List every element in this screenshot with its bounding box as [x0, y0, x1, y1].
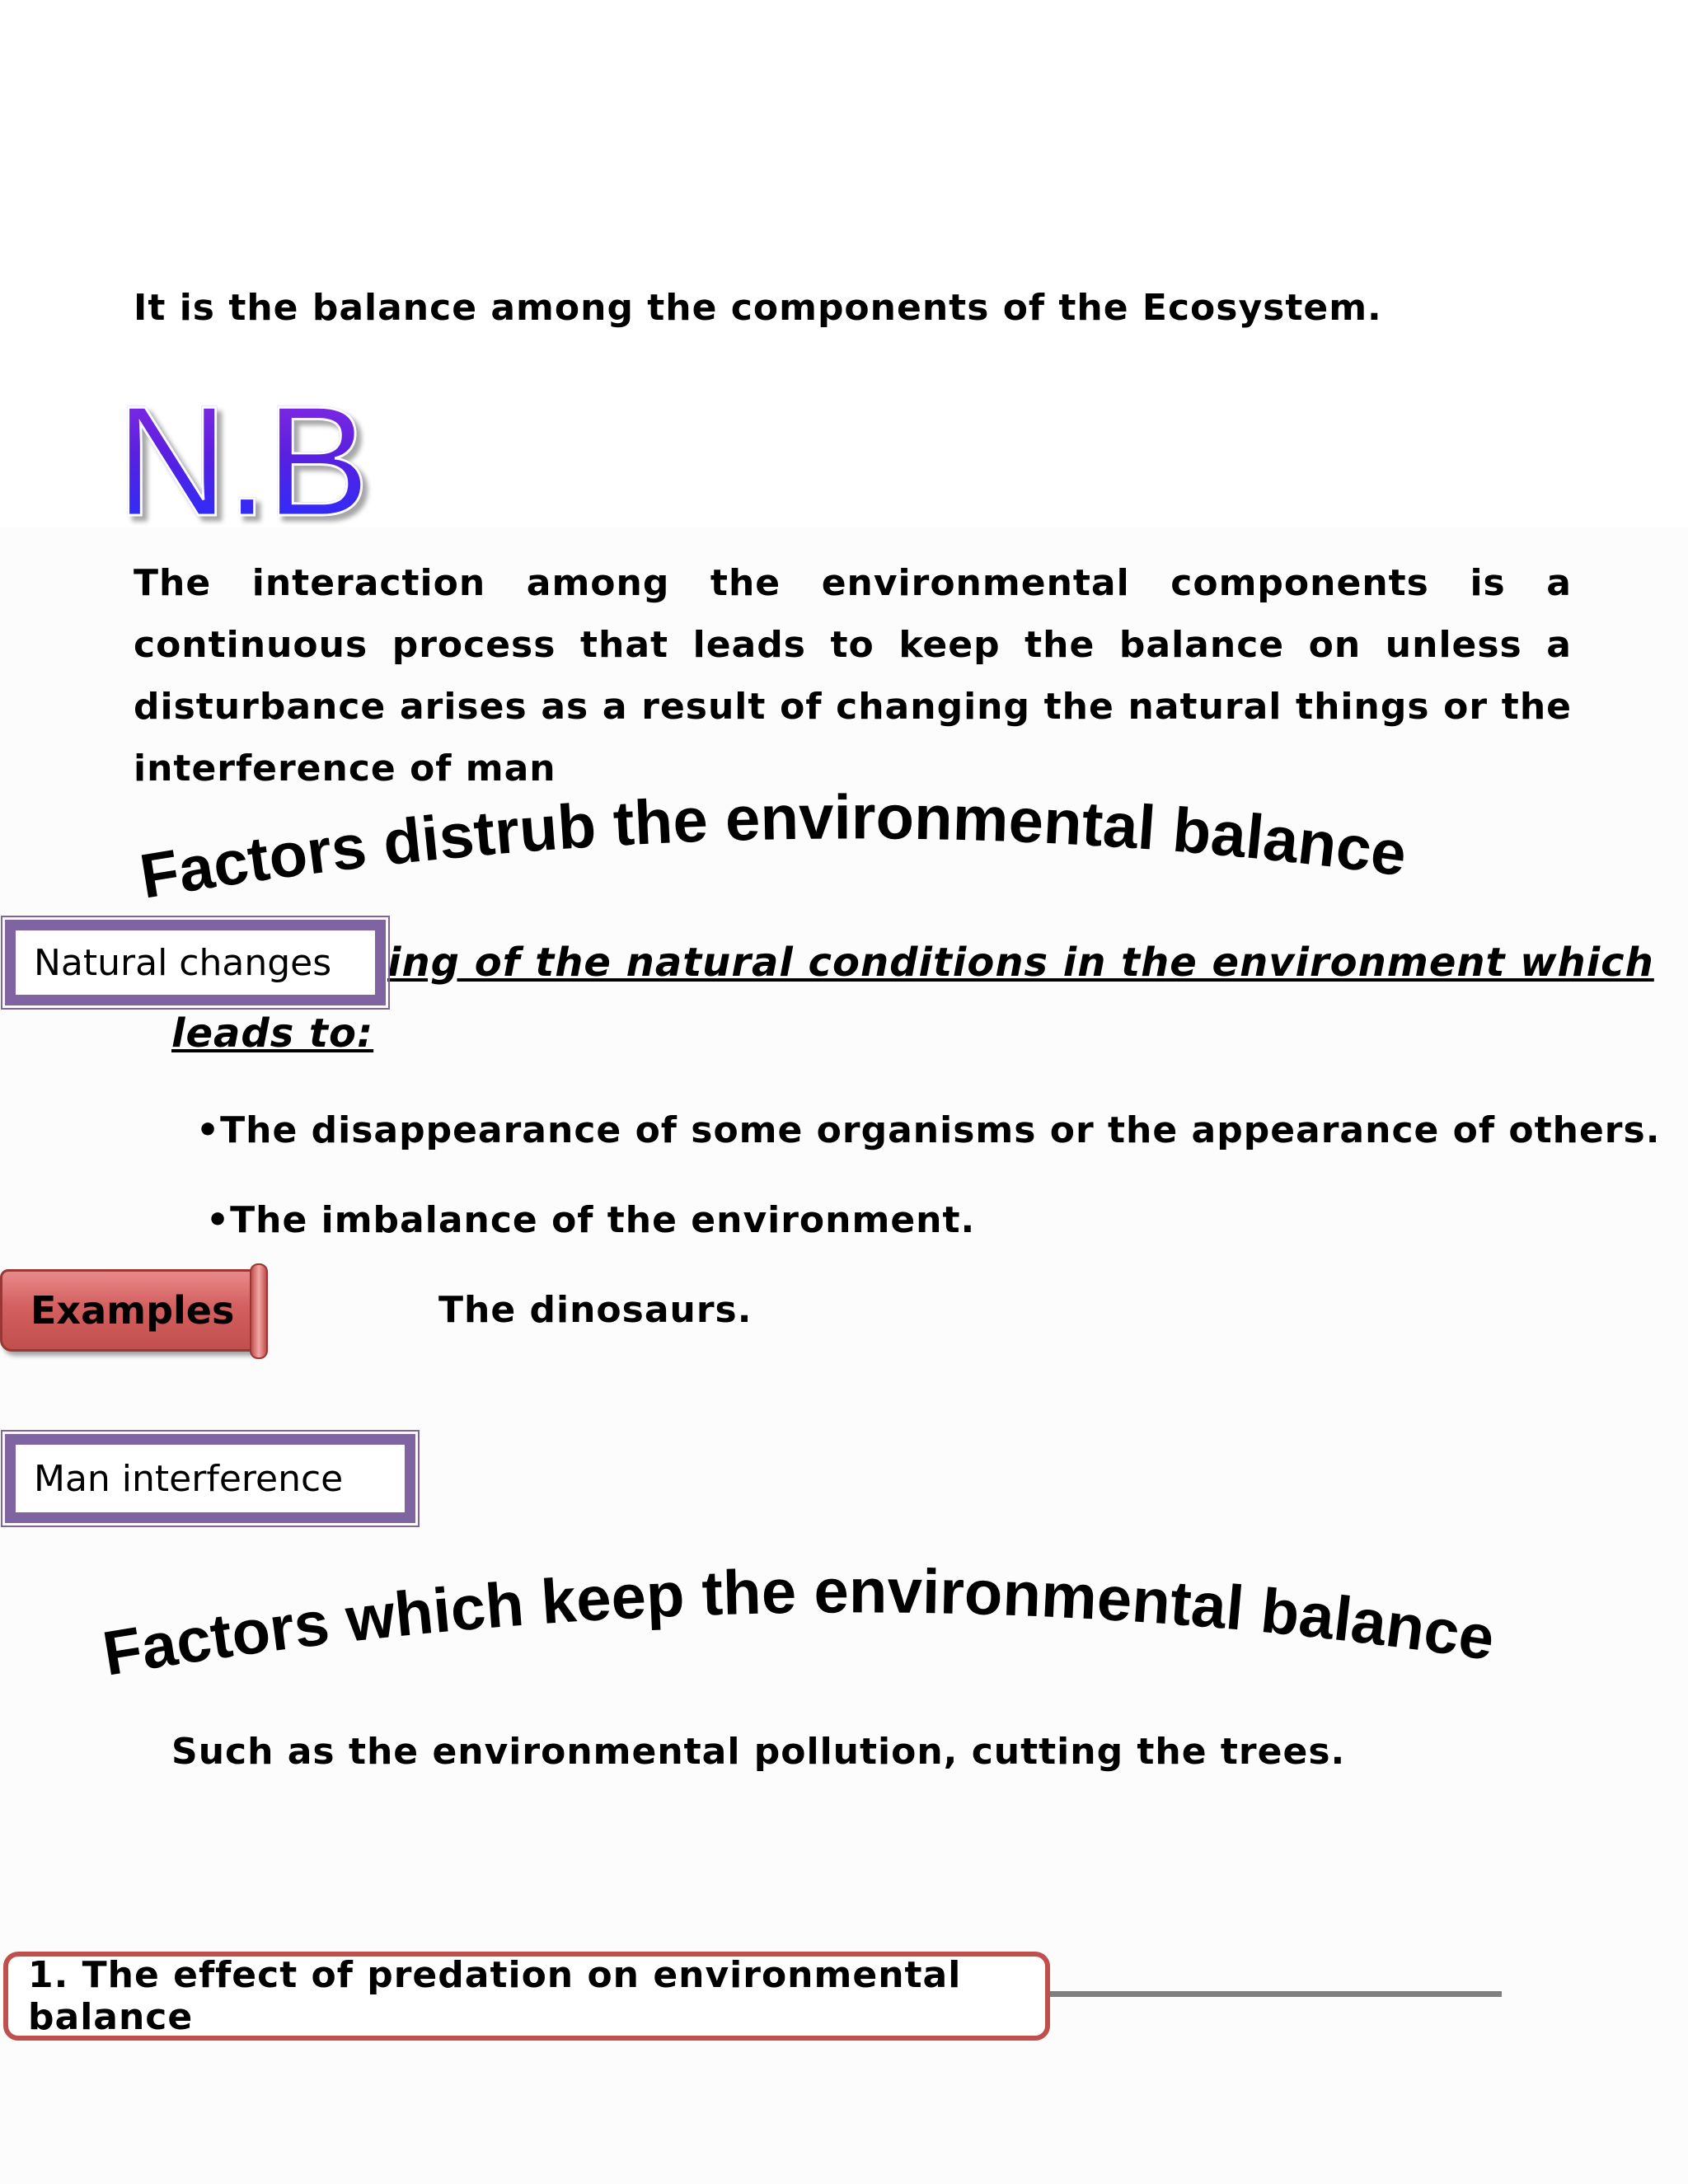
heading-disturb-text: Factors distrub the environmental balance: [135, 782, 1411, 912]
man-interference-box: [5, 1434, 415, 1523]
scroll-roll-decoration: [250, 1263, 268, 1359]
bullet-disappearance: •The disappearance of some organisms or the appearance of others.: [196, 1109, 1661, 1151]
natural-changes-line2: leads to:: [171, 1010, 374, 1057]
examples-scroll-banner: [0, 1269, 262, 1352]
keep-examples-text: Such as the environmental pollution, cutting the trees.: [171, 1731, 1346, 1773]
heading-keep-text: Factors which keep the environmental balance: [98, 1556, 1499, 1690]
examples-label: Examples: [30, 1288, 235, 1333]
bullet-imbalance: •The imbalance of the environment.: [206, 1199, 976, 1241]
connector-line: [1050, 1991, 1502, 1997]
natural-changes-box: [5, 920, 386, 1005]
man-interference-label: Man interference: [34, 1457, 344, 1500]
natural-changes-line1: ing of the natural conditions in the environment which: [387, 940, 1654, 986]
heading-disturb-wordart: [0, 782, 1688, 923]
examples-value: The dinosaurs.: [438, 1289, 753, 1331]
heading-keep-wordart: [0, 1556, 1688, 1702]
definition-text: It is the balance among the components of the Ecosystem.: [134, 287, 1382, 329]
predation-label: 1. The effect of predation on environmental balance: [28, 1954, 962, 2038]
nb-wordart: N.B: [115, 374, 367, 549]
nb-paragraph: The interaction among the environmental components is a continuous process that leads to keep the balance on unless a disturbance arises as a result of changing the natural things or the interference of man: [134, 562, 1572, 790]
predation-box: [3, 1952, 1050, 2041]
natural-changes-label: Natural changes: [34, 941, 332, 984]
